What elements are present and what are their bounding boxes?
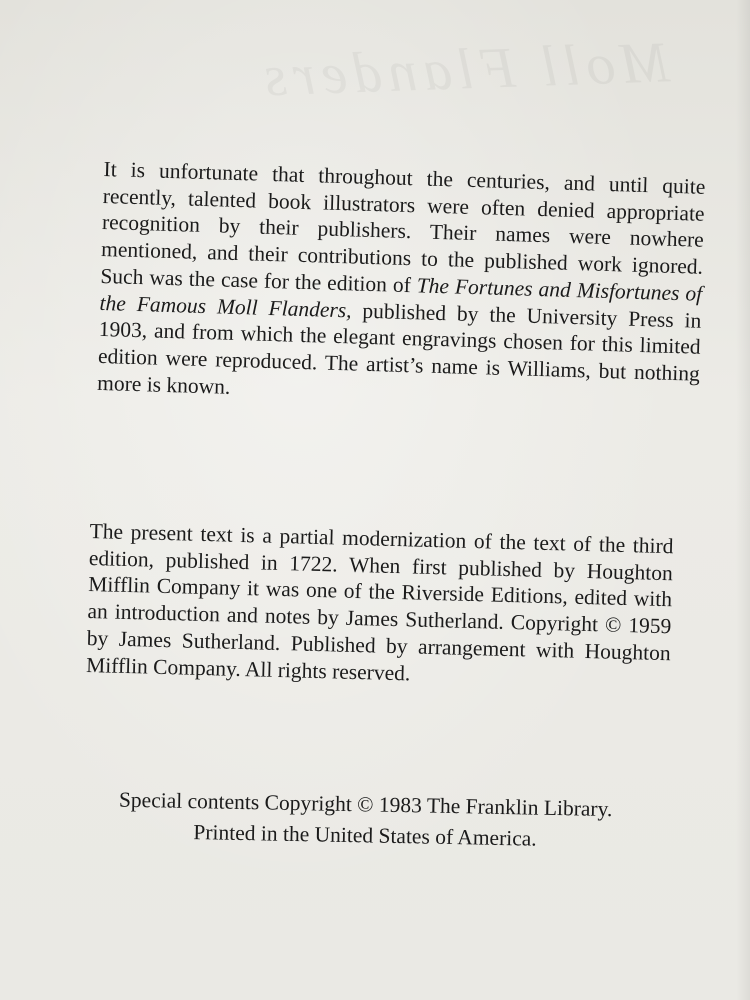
illustrator-note-paragraph — [97, 156, 706, 414]
show-through-text: Moll Flanders — [257, 29, 671, 109]
copyright-line: Special contents Copyright © 1983 The Franklin Library. — [118, 787, 613, 822]
copyright-imprint — [85, 784, 646, 857]
book-title-italic: The Fortunes and Misfortunes of the Famous Moll Flanders, — [99, 273, 703, 322]
edition-note-paragraph: The present text is a partial modernization of the text of the third edition, published in 1722. When first published by Houghton Mifflin Company it was one of the Riverside Editions, edited with an introduction and notes by James Sutherland. Copyright © 1959 by James Sutherland. Published by arrangement with Houghton Mifflin Company. All rights reserved. — [85, 518, 674, 685]
illustrator-note-text-a: It is unfortunate that throughout the centuries, and until quite recently, talented book illustrators were often denied appropriate recognition by their publishers. Their names were nowhere mentioned, and their contributions to the published work ignored. Such was the case for the edition of — [100, 156, 706, 298]
illustrator-note-text-b: published by the University Press in 1903, and from which the elegant engravings chosen for this limited edition were reproduced. The artist’s name is Williams, but nothing more is known. — [96, 297, 702, 399]
printed-in-line: Printed in the United States of America. — [193, 820, 537, 851]
